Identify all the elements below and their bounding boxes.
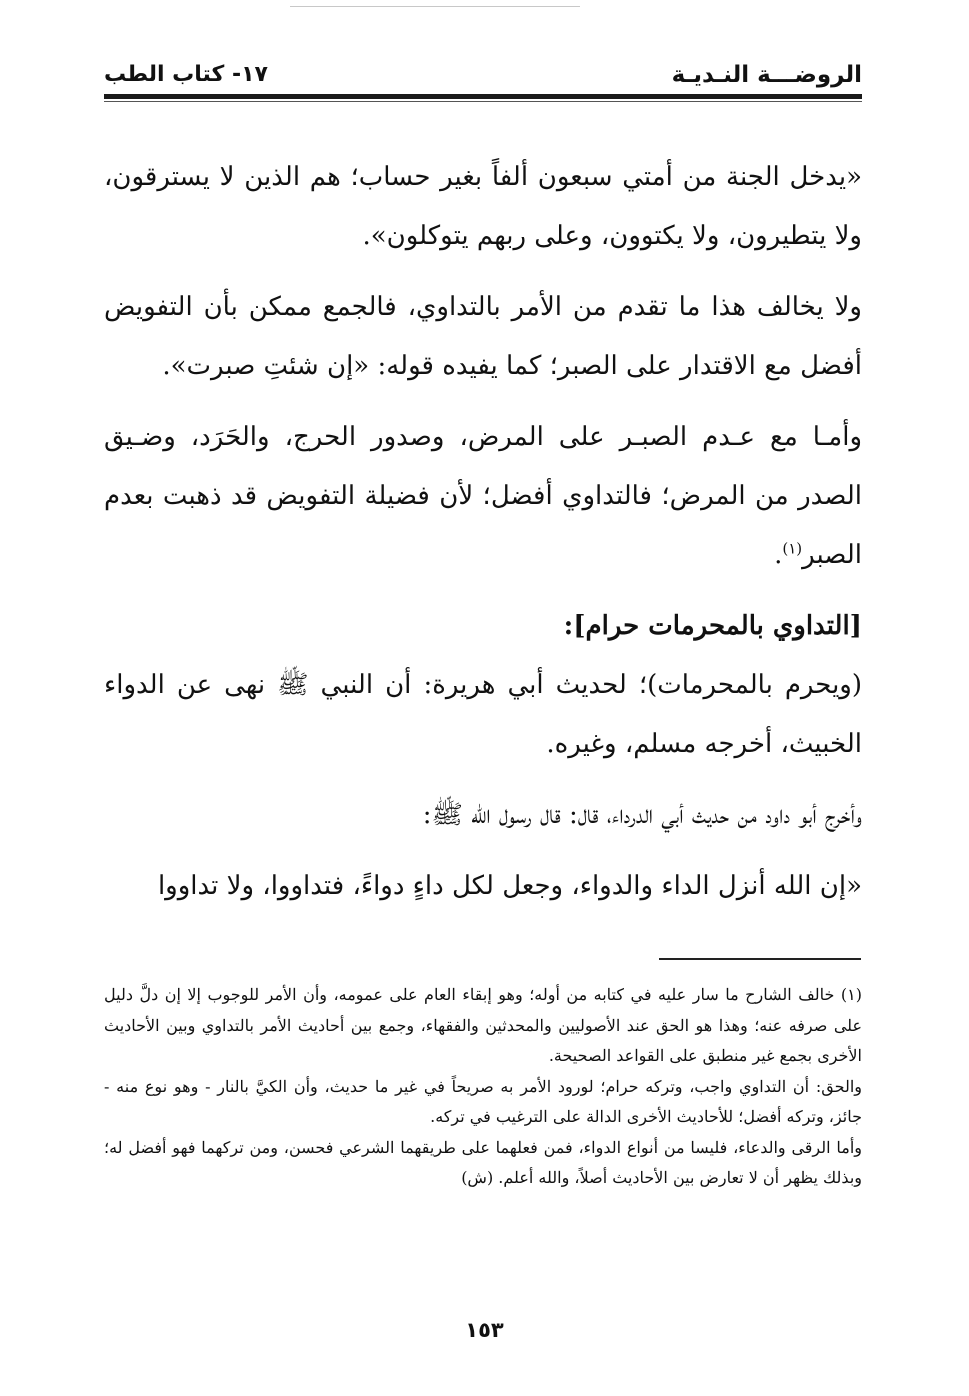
paragraph-5: وأخرج أبو داود من حديث أبي الدرداء، قال: قال رسول الله ﷺ: [422,800,862,830]
footnote-1-part-1: (١) خالف الشارح ما سار عليه في كتابه من أوله؛ وهو إبقاء العام على عمومه، وأن الأمر للوجوب إلا إن دلَّ دليل على صرفه عنه؛ وهذا هو الحق عند الأصوليين والمحدثين والفقهاء، وجمع بين أحاديث الأمر بالتداوي وبين الأحاديث الأخرى بجمع غير منطبق على القواعد الصحيحة. [104,985,862,1065]
paragraph-4: (ويحرم بالمحرمات)؛ لحديث أبي هريرة: أن النبي ﷺ نهى عن الدواء الخبيث، أخرجه مسلم، وغيره. [104,670,862,759]
footnotes [104,980,862,1194]
paragraph-2: ولا يخالف هذا ما تقدم من الأمر بالتداوي، فالجمع ممكن بأن التفويض أفضل مع الاقتدار على الصبر؛ كما يفيده قوله: «إن شئتِ صبرت». [104,292,862,381]
footnote-separator [659,958,861,960]
header-rule [104,94,862,99]
main-text [104,148,862,916]
running-header [104,58,862,98]
scan-top-marks [290,6,580,9]
book-title: الروضـــة النـديـة [671,62,862,88]
paragraph-3-text: وأمـا مع عـدم الصبـر على المرض، وصدور الحرج، والحَرَد، وضـيق الصدر من المرض؛ فالتداوي أفضل؛ لأن فضيلة التفويض قد ذهبت بعدم الصبر [104,422,863,570]
paragraph-3 [104,408,862,585]
paragraph-6: «إن الله أنزل الداء والدواء، وجعل لكل داءٍ دواءً، فتداووا، ولا تداووا [157,871,862,901]
footnote-1-part-2: والحق: أن التداوي واجب، وتركه حرام؛ لورود الأمر به صريحاً في غير ما حديث، وأن الكيَّ بالنار - وهو نوع منه - جائز، وتركه أفضل؛ للأحاديث الأخرى الدالة على الترغيب في تركه. [104,1076,862,1126]
footnote-ref[interactable]: (١) [782,539,803,558]
paragraph-1: «يدخل الجنة من أمتي سبعون ألفاً بغير حساب؛ هم الذين لا يسترقون، ولا يتطيرون، ولا يكتوون، وعلى ربهم يتوكلون». [104,162,862,251]
paragraph-3-end: . [774,540,783,570]
page-number: ١٥٣ [465,1318,504,1342]
footnote-1-part-3: وأما الرقى والدعاء، فليسا من أنواع الدواء، فمن فعلهما على طريقهما الشرعي فحسن، ومن تركهما فهو أفضل له؛ وبذلك يظهر أن لا تعارض بين الأحاديث أصلاً، والله أعلم. (ش) [104,1137,862,1187]
chapter-title: ١٧- كتاب الطب [104,62,268,87]
section-heading: [التداوي بالمحرمات حرام]: [563,611,862,641]
header-rule-thin [104,101,862,102]
